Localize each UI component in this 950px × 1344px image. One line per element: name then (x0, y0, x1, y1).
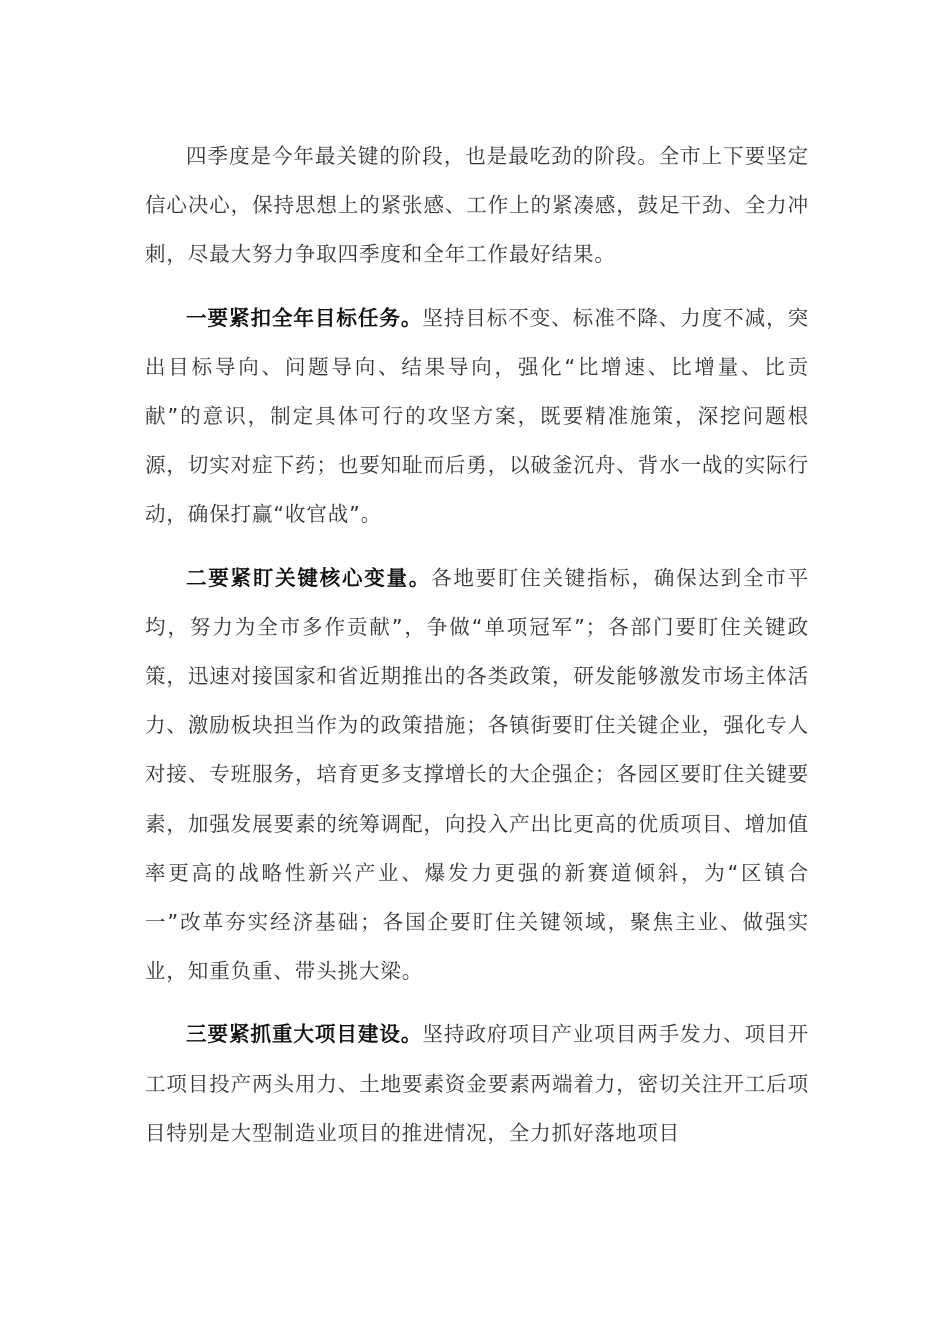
paragraph-text: 坚持目标不变、标准不降、力度不减，突出目标导向、问题导向、结果导向，强化“比增速、比增量、比贡献”的意识，制定具体可行的攻坚方案，既要精准施策，深挖问题根源，切实对症下药；也要知耻而后勇，以破釜沉舟、背水一战的实际行动，确保打赢“收官战”。 (145, 305, 809, 527)
paragraph-text: 坚持政府项目产业项目两手发力、项目开工项目投产两头用力、土地要素资金要素两端着力，密切关注开工后项目特别是大型制造业项目的推进情况，全力抓好落地项目 (145, 1022, 809, 1145)
paragraph-major-projects (145, 1010, 809, 1158)
paragraph-lead: 一要紧扣全年目标任务。 (186, 305, 423, 330)
paragraph-key-variables (145, 554, 809, 997)
paragraph-target-tasks (145, 294, 809, 540)
paragraph-text: 各地要盯住关键指标，确保达到全市平均，努力为全市多作贡献”，争做“单项冠军”；各部门要盯住关键政策，迅速对接国家和省近期推出的各类政策，研发能够激发市场主体活力、激励板块担当作为的政策措施；各镇街要盯住关键企业，强化专人对接、专班服务，培育更多支撑增长的大企强企；各园区要盯住关键要素，加强发展要素的统筹调配，向投入产出比更高的优质项目、增加值率更高的战略性新兴产业、爆发力更强的新赛道倾斜，为“区镇合一”改革夯实经济基础；各国企要盯住关键领域，聚焦主业、做强实业，知重负重、带头挑大梁。 (145, 565, 809, 984)
document-page (145, 132, 809, 1172)
paragraph-lead: 三要紧抓重大项目建设。 (186, 1022, 423, 1047)
paragraph-intro (145, 132, 809, 280)
paragraph-text: 四季度是今年最关键的阶段，也是最吃劲的阶段。全市上下要坚定信心决心，保持思想上的紧张感、工作上的紧凑感，鼓足干劲、全力冲刺，尽最大努力争取四季度和全年工作最好结果。 (145, 144, 809, 267)
paragraph-lead: 二要紧盯关键核心变量。 (186, 565, 432, 590)
